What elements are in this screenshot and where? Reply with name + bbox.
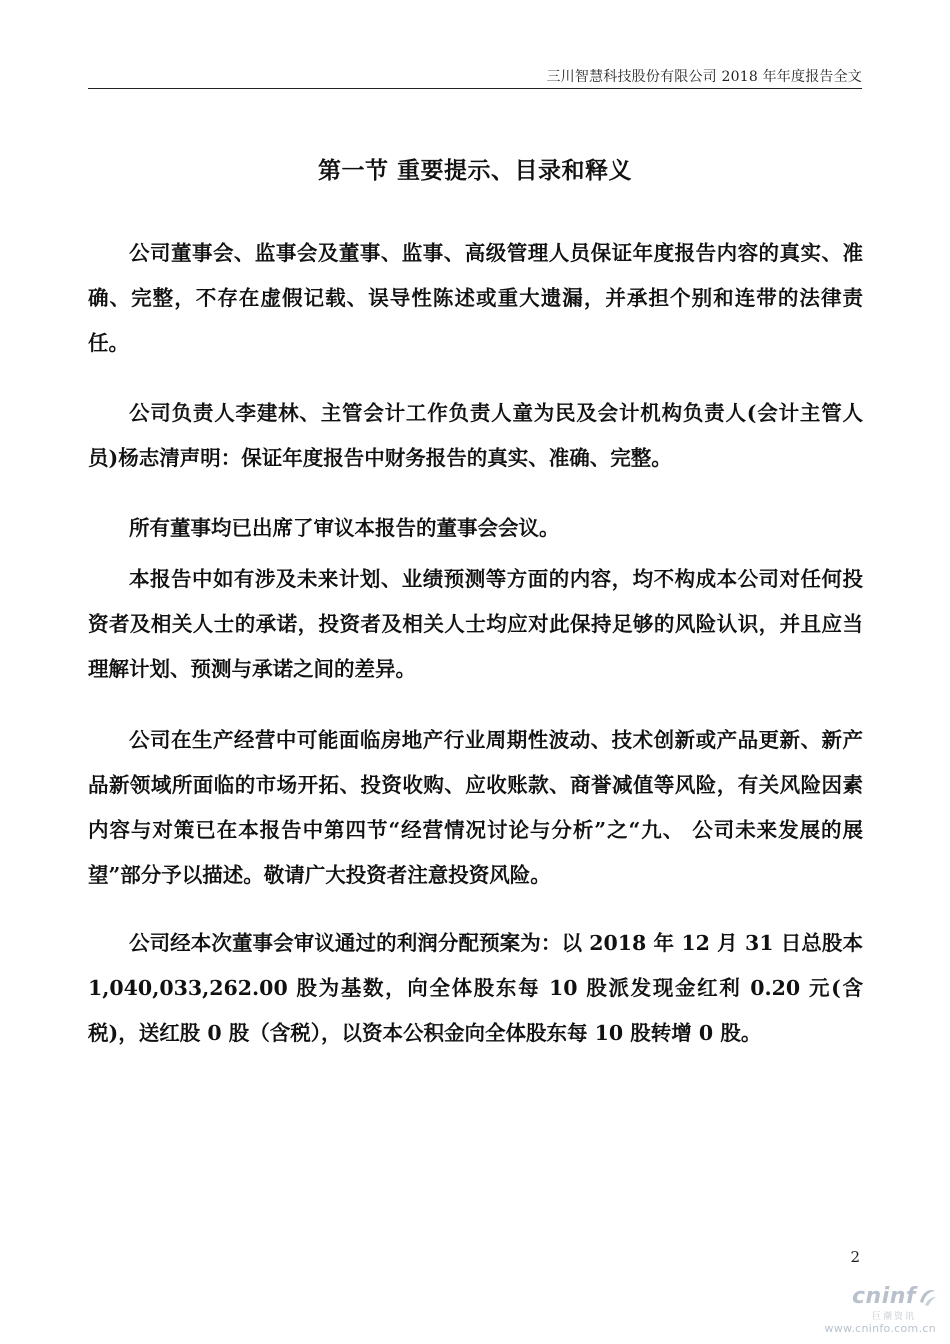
paragraph-profit-distribution: 公司经本次董事会审议通过的利润分配预案为：以 2018 年 12 月 31 日总股本 1,040,033,262.00 股为基数，向全体股东每 10 股派发现金红利 0.20 元(含税)，送红股 0 股（含税），以资本公积金向全体股东每 10 股转增 0 股。 — [88, 931, 863, 1045]
section-title: 第一节 重要提示、目录和释义 — [317, 157, 632, 184]
watermark-logo-text: cninf — [852, 1284, 916, 1309]
paragraph-risk-factors: 公司在生产经营中可能面临房地产行业周期性波动、技术创新或产品更新、新产品新领域所面临的市场开拓、投资收购、应收账款、商誉减值等风险，有关风险因素内容与对策已在本报告中第四节“经营情况讨论与分析”之“九、 公司未来发展的展望”部分予以描述。敬请广大投资者注意投资风险。 — [88, 728, 863, 887]
paragraph-attendance: 所有董事均已出席了审议本报告的董事会会议。 — [129, 516, 560, 540]
paragraph-board-guarantee: 公司董事会、监事会及董事、监事、高级管理人员保证年度报告内容的真实、准确、完整，不存在虚假记载、误导性陈述或重大遗漏，并承担个别和连带的法律责任。 — [88, 241, 863, 355]
watermark-url: www.cninfo.com.cn — [824, 1322, 936, 1335]
cninfo-watermark — [768, 1284, 938, 1340]
header-divider — [88, 88, 862, 89]
running-header: 三川智慧科技股份有限公司 2018 年年度报告全文 — [546, 69, 862, 85]
paragraph-forward-looking: 本报告中如有涉及未来计划、业绩预测等方面的内容，均不构成本公司对任何投资者及相关人士的承诺，投资者及相关人士均应对此保持足够的风险认识，并且应当理解计划、预测与承诺之间的差异。 — [88, 567, 863, 681]
page-number: 2 — [850, 1248, 860, 1266]
paragraph-responsible-persons: 公司负责人李建林、主管会计工作负责人童为民及会计机构负责人(会计主管人员)杨志清声明：保证年度报告中财务报告的真实、准确、完整。 — [88, 401, 863, 470]
swoosh-icon — [916, 1286, 938, 1308]
watermark-subtitle: 巨潮资讯 — [871, 1312, 916, 1322]
